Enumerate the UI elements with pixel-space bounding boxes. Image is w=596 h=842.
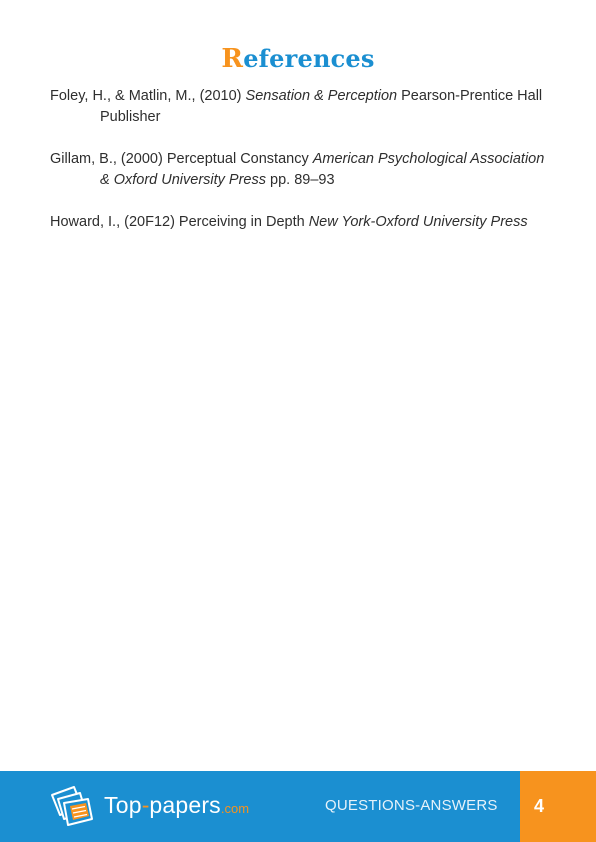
reference-text: Foley, H., & Matlin, M., (2010) xyxy=(50,88,246,104)
page-title-initial: R xyxy=(221,44,244,74)
reference-text: Gillam, B., (2000) Perceptual Constancy xyxy=(50,151,313,167)
reference-text: Pearson-Prentice Hall Publisher xyxy=(100,88,543,125)
brand-name-tld: .com xyxy=(220,801,250,816)
reference-entry xyxy=(50,212,550,233)
page-footer xyxy=(0,771,596,842)
reference-entry xyxy=(50,149,550,191)
reference-entry xyxy=(50,86,550,128)
brand-name-part: Top xyxy=(104,792,142,818)
page-title-rest: eferences xyxy=(243,44,375,73)
brand-name xyxy=(104,789,249,821)
reference-title: American Psychological Association & Oxford University Press xyxy=(100,151,545,188)
brand-name-dash: - xyxy=(141,792,150,818)
brand-name-part: papers xyxy=(149,792,221,818)
reference-list xyxy=(50,86,550,254)
reference-title: Sensation & Perception xyxy=(245,88,398,104)
page-title xyxy=(0,42,596,76)
reference-text: pp. 89–93 xyxy=(266,172,335,188)
reference-text: Howard, I., (20F12) Perceiving in Depth xyxy=(50,214,309,230)
page-number: 4 xyxy=(533,796,544,816)
section-label: QUESTIONS-ANSWERS xyxy=(325,797,498,814)
page-number-box xyxy=(520,771,596,842)
reference-title: New York-Oxford University Press xyxy=(308,214,528,230)
stacked-papers-logo-icon xyxy=(48,785,104,829)
